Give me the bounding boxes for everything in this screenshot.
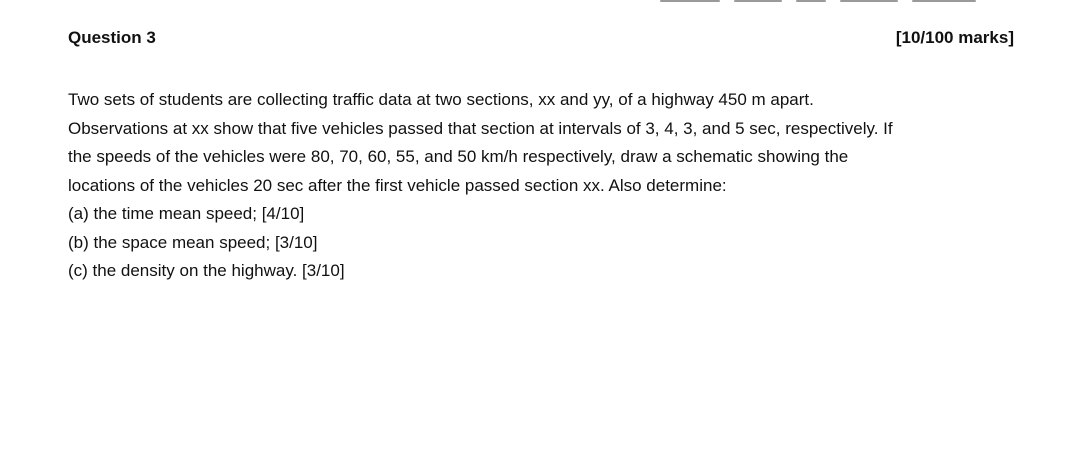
question-part-c: (c) the density on the highway. [3/10]: [68, 261, 345, 280]
question-text-line: Observations at xx show that five vehicles passed that section at intervals of 3, 4, 3, and 5 sec, respectively. If: [68, 118, 893, 138]
cropped-text-remnant: [660, 0, 980, 4]
question-marks: [10/100 marks]: [895, 28, 1014, 47]
question-text-line: Two sets of students are collecting traffic data at two sections, xx and yy, of a highway 450 m apart.: [68, 90, 814, 109]
question-part-a: (a) the time mean speed; [4/10]: [68, 204, 305, 223]
question-header: [68, 28, 1014, 48]
question-text-line: the speeds of the vehicles were 80, 70, 60, 55, and 50 km/h respectively, draw a schematic showing the: [68, 147, 849, 166]
question-body: [68, 86, 1028, 286]
question-part-b: (b) the space mean speed; [3/10]: [68, 232, 318, 252]
question-text-line: locations of the vehicles 20 sec after the first vehicle passed section xx. Also determine:: [68, 175, 727, 195]
question-title: Question 3: [68, 28, 156, 47]
